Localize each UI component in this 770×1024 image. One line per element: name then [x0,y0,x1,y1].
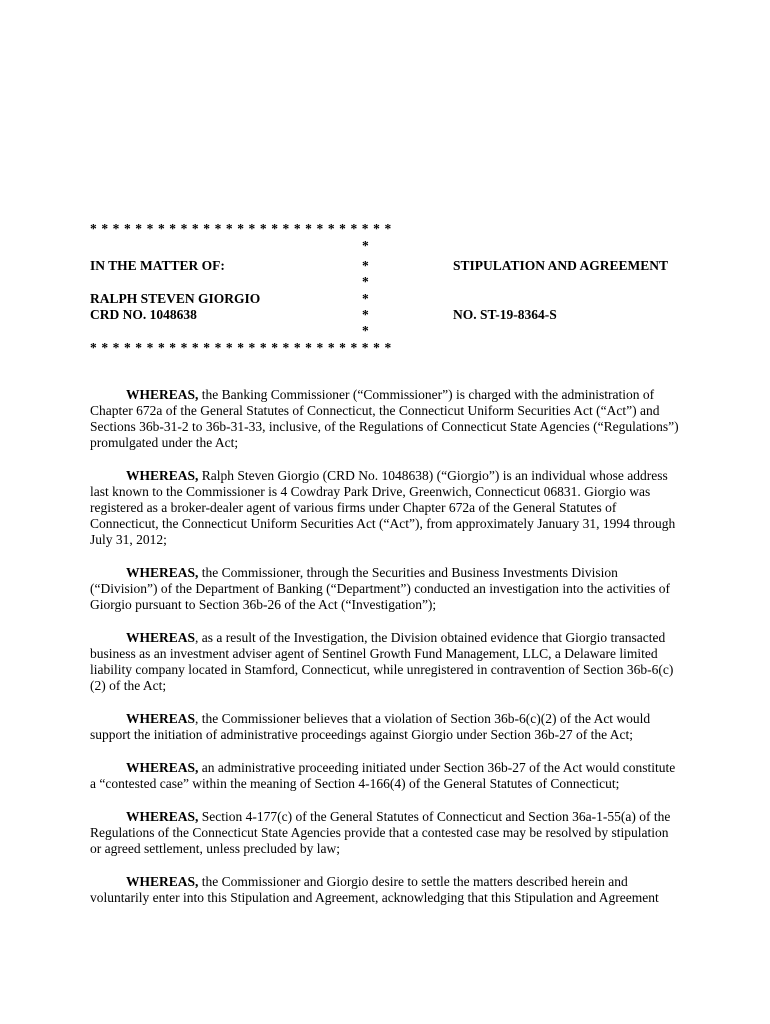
paragraph-lead: WHEREAS, [126,565,199,580]
paragraph-text: , the Commissioner believes that a violation of Section 36b-6(c)(2) of the Act would support the initiation of administrative proceedings against Giorgio under Section 36b-27 of the Act; [90,711,651,742]
caption-row-4 [90,291,690,307]
caption-star-3: * [362,274,369,289]
paragraph-lead: WHEREAS, [126,387,199,402]
caption-star-6: * [362,323,369,338]
paragraph-lead: WHEREAS, [126,468,199,483]
caption-bottom-star-border: * * * * * * * * * * * * * * * * * * * * * * * * * * * [90,340,392,355]
crd-number: CRD NO. 1048638 [90,307,197,322]
paragraph-text: the Commissioner, through the Securities and Business Investments Division (“Division”) of the Department of Banking (“Department”) conducted an investigation into the activities of Giorgio pursuant to Section 36b-26 of the Act (“Investigation”); [90,565,670,612]
whereas-paragraph-7 [90,809,680,857]
caption-row-6 [90,323,690,339]
respondent-name: RALPH STEVEN GIORGIO [90,291,261,306]
matter-label: IN THE MATTER OF: [90,258,225,273]
docket-number: NO. ST-19-8364-S [453,307,557,322]
document-title: STIPULATION AND AGREEMENT [453,258,669,273]
caption-star-5: * [362,307,369,322]
whereas-paragraph-6 [90,760,680,792]
caption-row-3 [90,274,690,290]
whereas-paragraph-4 [90,630,680,694]
whereas-paragraph-8 [90,874,680,906]
caption-row-5 [90,307,690,323]
caption-star-1: * [362,238,369,253]
caption-star-4: * [362,291,369,306]
paragraph-lead: WHEREAS, [126,874,199,889]
paragraph-text: an administrative proceeding initiated under Section 36b-27 of the Act would constitute a “contested case” within the meaning of Section 4-166(4) of the General Statutes of Connecticut; [90,760,676,791]
caption-row-2 [90,258,690,274]
whereas-paragraph-2 [90,468,680,548]
whereas-paragraph-1 [90,387,680,451]
paragraph-text: the Banking Commissioner (“Commissioner”) is charged with the administration of Chapter 672a of the General Statutes of Connecticut, the Connecticut Uniform Securities Act (“Act”) and Sections 36b-31-2 to 36b-31-33, inclusive, of the Regulations of Connecticut State Agencies (“Regulations”) promulgated under the Act; [90,387,679,450]
caption-row-1 [90,238,690,254]
caption-star-2: * [362,258,369,273]
document-body [90,387,680,923]
paragraph-lead: WHEREAS, [126,760,199,775]
paragraph-lead: WHEREAS, [126,809,199,824]
paragraph-text: the Commissioner and Giorgio desire to settle the matters described herein and voluntarily enter into this Stipulation and Agreement, acknowledging that this Stipulation and Agreement [90,874,659,905]
paragraph-text: Ralph Steven Giorgio (CRD No. 1048638) (“Giorgio”) is an individual whose address last known to the Commissioner is 4 Cowdray Park Drive, Greenwich, Connecticut 06831. Giorgio was registered as a broker-dealer agent of various firms under Chapter 672a of the General Statutes of Connecticut, the Connecticut Uniform Securities Act (“Act”), from approximately January 31, 1994 through July 31, 2012; [90,468,676,547]
whereas-paragraph-3 [90,565,680,613]
paragraph-text: Section 4-177(c) of the General Statutes of Connecticut and Section 36a-1-55(a) of the Regulations of the Connecticut State Agencies provide that a contested case may be resolved by stipulation or agreed settlement, unless precluded by law; [90,809,671,856]
caption-top-star-border: * * * * * * * * * * * * * * * * * * * * * * * * * * * [90,221,392,236]
paragraph-lead: WHEREAS [126,630,196,645]
paragraph-text: , as a result of the Investigation, the Division obtained evidence that Giorgio transacted business as an investment adviser agent of Sentinel Growth Fund Management, LLC, a Delaware limited liability company located in Stamford, Connecticut, while unregistered in contravention of Section 36b-6(c)(2) of the Act; [90,630,674,693]
paragraph-lead: WHEREAS [126,711,196,726]
whereas-paragraph-5 [90,711,680,743]
